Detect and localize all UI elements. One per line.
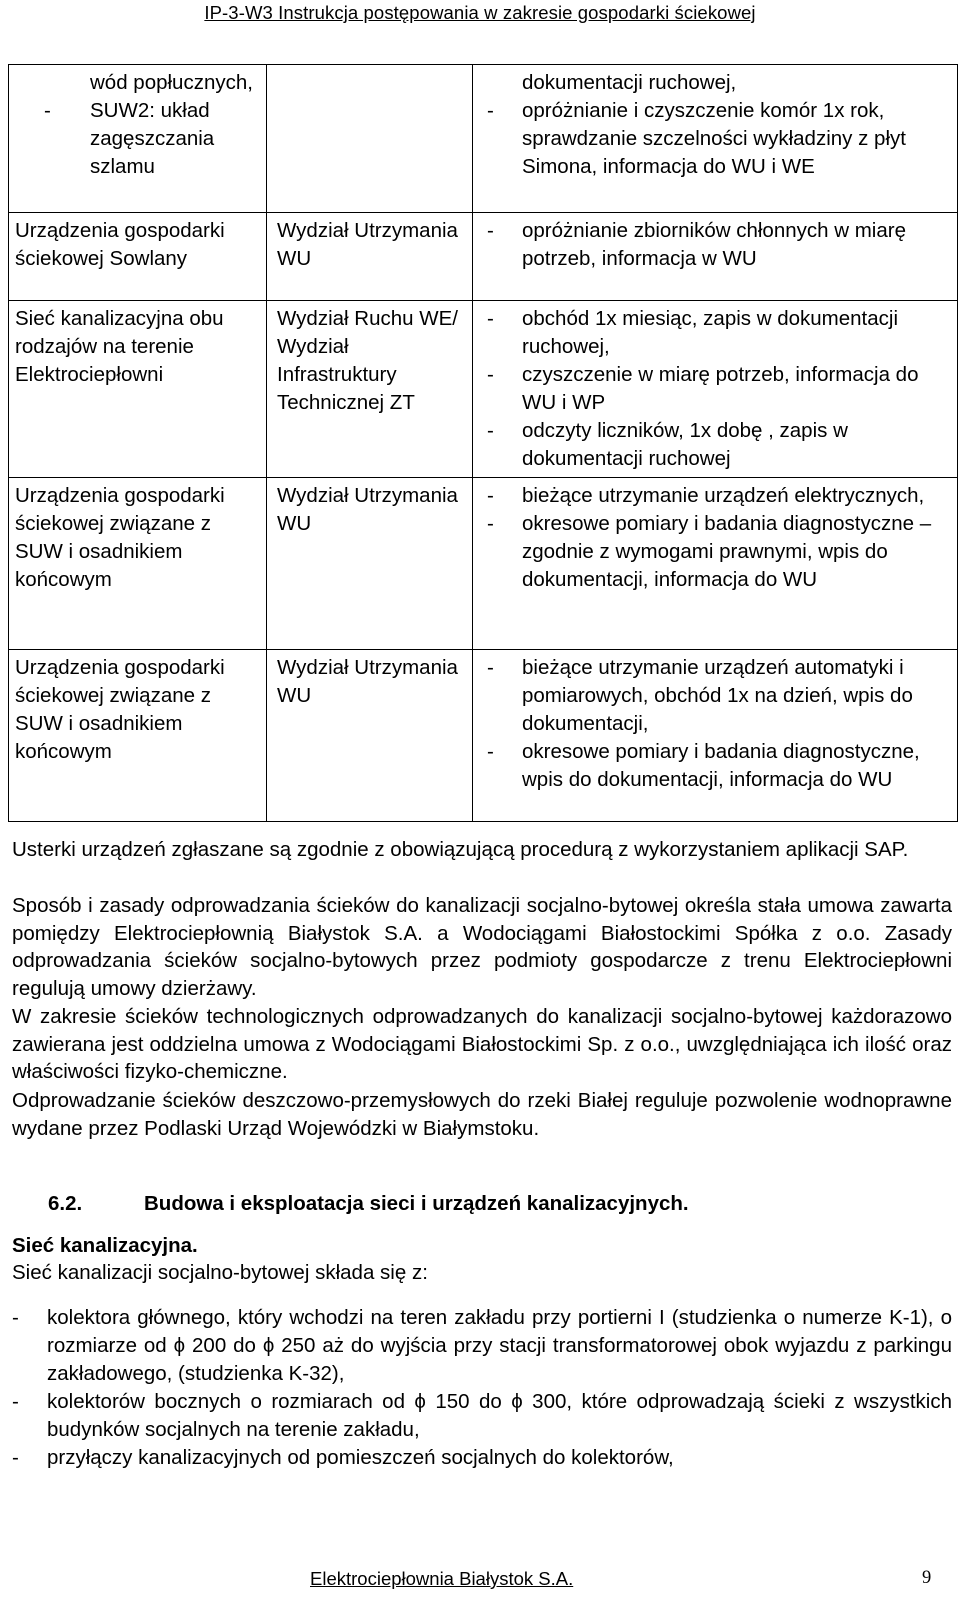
dash-marker: - [44, 99, 51, 122]
list-item [487, 510, 953, 594]
list-item [487, 217, 953, 273]
cell-text: czyszczenie w miarę potrzeb, informacja do WU i WP [522, 363, 919, 414]
paragraph-sewage-agreement: Sposób i zasady odprowadzania ścieków do kanalizacji socjalno-bytowej określa stała umowa zawarta pomiędzy Elektrociepłownią Białystok S.A. a Wodociągami Białostockimi Spółka z o.o. Zasady odprowadzania ścieków socjalno-bytowych przez podmioty gospodarcze z trenu Elektrociepłowni regulują umowy dzierżawy. [12, 894, 952, 1000]
table-cell-actions [473, 213, 958, 301]
table-cell-object [9, 65, 267, 213]
maintenance-table [8, 64, 958, 822]
dash-marker: - [12, 1446, 19, 1469]
table-row [9, 650, 958, 822]
list-item [487, 361, 953, 417]
cell-text: wód popłucznych, [90, 71, 253, 94]
dash-marker: - [487, 484, 494, 507]
dash-marker: - [487, 307, 494, 330]
list-item [487, 738, 953, 794]
cell-text: SUW2: układ zagęszczania szlamu [90, 99, 215, 178]
table-row [9, 478, 958, 650]
page-number: 9 [922, 1568, 932, 1588]
cell-text: bieżące utrzymanie urządzeń automatyki i pomiarowych, obchód 1x na dzień, wpis do dokumentacji, [522, 656, 913, 735]
dash-marker: - [487, 99, 494, 122]
paragraph-rainwater: Odprowadzanie ścieków deszczowo-przemysłowych do rzeki Białej reguluje pozwolenie wodnoprawne wydane przez Podlaski Urząd Wojewódzki w Białymstoku. [12, 1089, 952, 1140]
paragraph-defects: Usterki urządzeń zgłaszane są zgodnie z obowiązującą procedurą z wykorzystaniem aplikacji SAP. [12, 838, 909, 861]
dash-marker: - [487, 363, 494, 386]
list-item [487, 97, 953, 181]
sewer-components-list [12, 1304, 952, 1472]
section-number: 6.2. [48, 1192, 83, 1215]
table-cell-object: Urządzenia gospodarki ściekowej związane z SUW i osadnikiem końcowym [9, 650, 267, 822]
table-cell-unit: Wydział Ruchu WE/ Wydział Infrastruktury Technicznej ZT [267, 301, 473, 478]
dash-marker: - [487, 419, 494, 442]
cell-text: odczyty liczników, 1x dobę , zapis w dokumentacji ruchowej [522, 419, 848, 470]
section-title: Budowa i eksploatacja sieci i urządzeń kanalizacyjnych. [144, 1192, 689, 1215]
cell-text: opróżnianie i czyszczenie komór 1x rok, sprawdzanie szczelności wykładziny z płyt Simona, informacja do WU i WE [522, 99, 906, 178]
list-item [12, 1444, 952, 1472]
list-item-text: przyłączy kanalizacyjnych od pomieszczeń socjalnych do kolektorów, [47, 1446, 674, 1469]
list-item [15, 97, 260, 181]
cell-text: okresowe pomiary i badania diagnostyczne, wpis do dokumentacji, informacja do WU [522, 740, 920, 791]
list-item [487, 482, 953, 510]
list-item [487, 654, 953, 738]
table-cell-unit: Wydział Utrzymania WU [267, 478, 473, 650]
dash-marker: - [487, 512, 494, 535]
table-cell-object: Urządzenia gospodarki ściekowej związane z SUW i osadnikiem końcowym [9, 478, 267, 650]
table-cell-unit [267, 65, 473, 213]
dash-marker: - [487, 219, 494, 242]
list-item-text: kolektora głównego, który wchodzi na teren zakładu przy portierni I (studzienka o numerze K-1), o rozmiarze od ϕ 200 do ϕ 250 aż do wyjścia przy stacji transformatorowej obok wyjazdu z parkingu zakładowego, (studzienka K-32), [47, 1306, 952, 1385]
document-header: IP-3-W3 Instrukcja postępowania w zakresie gospodarki ściekowej [204, 2, 756, 23]
table-cell-actions [473, 478, 958, 650]
table-cell-actions [473, 301, 958, 478]
table-row [9, 301, 958, 478]
table-row [9, 213, 958, 301]
cell-text: opróżnianie zbiorników chłonnych w miarę potrzeb, informacja w WU [522, 219, 906, 270]
list-item-text: kolektorów bocznych o rozmiarach od ϕ 150 do ϕ 300, które odprowadzają ścieki z wszystkich budynków socjalnych na terenie zakładu, [47, 1390, 952, 1441]
cell-text: bieżące utrzymanie urządzeń elektrycznych, [522, 484, 925, 507]
table-cell-actions [473, 650, 958, 822]
dash-marker: - [12, 1390, 19, 1413]
dash-marker: - [487, 740, 494, 763]
cell-text: dokumentacji ruchowej, [522, 71, 737, 94]
table-cell-unit: Wydział Utrzymania WU [267, 213, 473, 301]
subsection-title: Sieć kanalizacyjna. [12, 1234, 198, 1257]
list-item [487, 417, 953, 473]
table-cell-unit: Wydział Utrzymania WU [267, 650, 473, 822]
dash-marker: - [487, 656, 494, 679]
list-item [12, 1304, 952, 1388]
cell-text: okresowe pomiary i badania diagnostyczne – zgodnie z wymogami prawnymi, wpis do dokumentacji, informacja do WU [522, 512, 932, 591]
list-item [487, 305, 953, 361]
table-cell-actions [473, 65, 958, 213]
list-intro: Sieć kanalizacji socjalno-bytowej składa się z: [12, 1261, 428, 1284]
list-item [12, 1388, 952, 1444]
table-row [9, 65, 958, 213]
table-cell-object: Sieć kanalizacyjna obu rodzajów na terenie Elektrociepłowni [9, 301, 267, 478]
paragraph-technological-sewage: W zakresie ścieków technologicznych odprowadzanych do kanalizacji socjalno-bytowej każdorazowo zawierana jest oddzielna umowa z Wodociągami Białostockimi Sp. z o.o., uwzględniająca ich ilość oraz właściwości fizyko-chemiczne. [12, 1005, 952, 1083]
dash-marker: - [12, 1306, 19, 1329]
table-cell-object: Urządzenia gospodarki ściekowej Sowlany [9, 213, 267, 301]
cell-text: obchód 1x miesiąc, zapis w dokumentacji ruchowej, [522, 307, 899, 358]
section-heading [48, 1192, 689, 1216]
footer-company: Elektrociepłownia Białystok S.A. [310, 1568, 574, 1589]
